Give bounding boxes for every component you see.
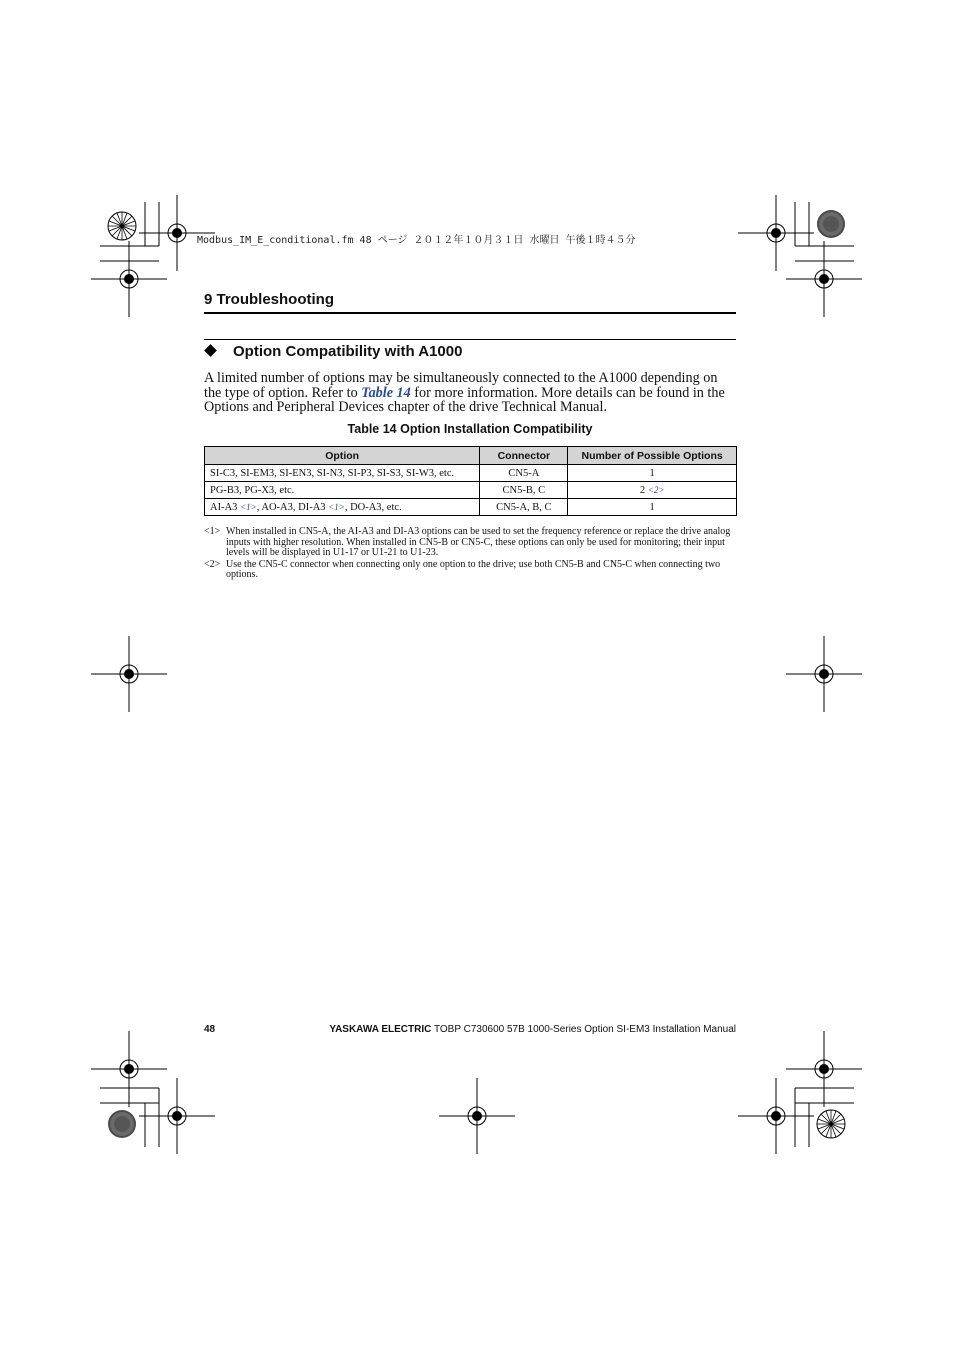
crosshair-mark-top-right <box>738 195 814 271</box>
crosshair-mark-bottom-left <box>139 1078 215 1154</box>
footnote-ref-1-link[interactable]: <1> <box>240 501 257 512</box>
page-number: 48 <box>204 1024 216 1035</box>
body-text-end: for more information. More details can be found in the Options and Peripheral Devices chapter of the drive Technical Manual. <box>204 384 725 416</box>
subsection-rule <box>204 339 736 340</box>
footnote-text: Use the CN5-C connector when connecting only one option to the drive; use both CN5-B and CN5-C when connecting two options. <box>226 558 721 581</box>
footnote-ref-1-link[interactable]: <1> <box>328 501 345 512</box>
option-text-b: , AO-A3, DI-A3 <box>256 501 329 513</box>
cell-connector: CN5-A, B, C <box>480 499 568 516</box>
crosshair-mark-bottom-center <box>439 1078 515 1154</box>
crosshair-mark-right-middle <box>786 636 862 712</box>
file-header: Modbus_IM_E_conditional.fm 48 ページ ２０１２年１０月３１日 水曜日 午後１時４５分 <box>197 235 636 246</box>
footer-brand: YASKAWA ELECTRIC <box>329 1024 432 1035</box>
body-text-start: A limited number of options may be simultaneously connected to the A1000 depending on the type of option. Refer to <box>204 370 718 401</box>
footnote-text: When installed in CN5-A, the AI-A3 and DI-A3 options can be used to set the frequency reference or replace the drive analog inputs with higher resolution. When installed in CN5-B or CN5-C, these options can only be used for monitoring; their input levels will be displayed in U1-17 or U1-21 to U1-23. <box>226 526 731 559</box>
section-rule <box>204 312 736 314</box>
cell-option <box>205 499 480 516</box>
option-text-a: AI-A3 <box>210 501 241 513</box>
cell-count: 1 <box>568 465 737 482</box>
crosshair-mark-right-lower <box>786 1031 862 1107</box>
graydot-mark-bottom-left <box>108 1110 136 1138</box>
cell-count <box>568 482 737 499</box>
table-row <box>205 482 737 499</box>
table-header-row <box>205 447 737 465</box>
crosshair-mark-bottom-right <box>738 1078 814 1154</box>
table-14-link[interactable]: Table 14 <box>361 384 411 401</box>
footnote-ref-2-link[interactable]: <2> <box>647 484 665 495</box>
starburst-mark-top-left <box>108 212 136 240</box>
body-paragraph <box>204 371 738 415</box>
crosshair-mark-left-middle <box>91 636 167 712</box>
footnotes <box>204 527 738 582</box>
footnote-1 <box>204 527 738 559</box>
crosshair-mark-right-upper <box>786 241 862 317</box>
crosshair-mark-left-lower <box>91 1031 167 1107</box>
option-text-c: , DO-A3, etc. <box>344 501 402 513</box>
footnote-mark: <1> <box>204 526 221 537</box>
footer-title <box>329 1024 736 1035</box>
cell-connector: CN5-B, C <box>480 482 568 499</box>
table-row <box>205 499 737 516</box>
section-title: 9 Troubleshooting <box>204 291 334 308</box>
footnote-mark: <2> <box>204 558 221 570</box>
footer-manual: TOBP C730600 57B 1000-Series Option SI-EM3 Installation Manual <box>431 1024 736 1035</box>
cell-option: SI-C3, SI-EM3, SI-EN3, SI-N3, SI-P3, SI-S3, SI-W3, etc. <box>205 465 480 482</box>
header-count: Number of Possible Options <box>568 447 737 465</box>
cell-connector: CN5-A <box>480 465 568 482</box>
crosshair-mark-left-upper <box>91 241 167 317</box>
option-compatibility-table <box>204 446 737 516</box>
graydot-mark-top-right <box>817 210 845 238</box>
cell-count: 1 <box>568 499 737 516</box>
footnote-2 <box>204 560 738 581</box>
table-caption: Table 14 Option Installation Compatibility <box>347 422 593 436</box>
subsection-heading: Option Compatibility with A1000 <box>233 343 463 360</box>
cell-option: PG-B3, PG-X3, etc. <box>205 482 480 499</box>
count-value: 2 <box>639 484 646 496</box>
header-connector: Connector <box>480 447 568 465</box>
starburst-mark-bottom-right <box>817 1110 845 1138</box>
table-row <box>205 465 737 482</box>
header-option: Option <box>205 447 480 465</box>
